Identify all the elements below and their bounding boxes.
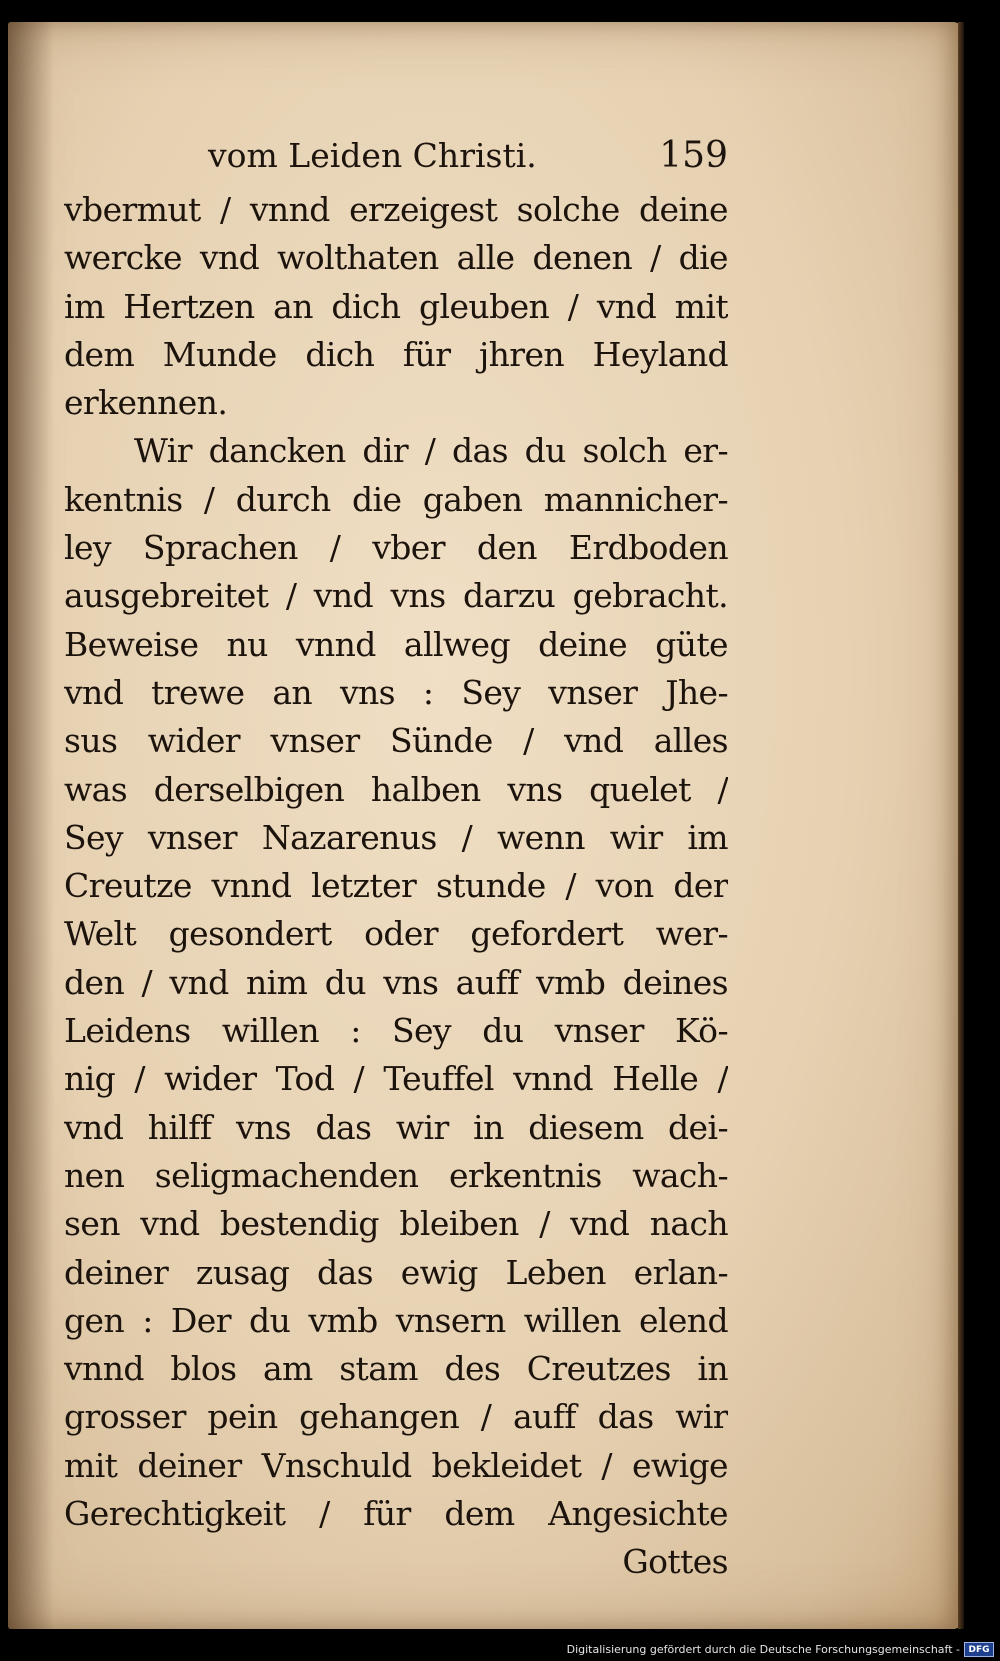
gutter-shadow [8,22,54,1629]
catchword: Gottes [622,1542,728,1582]
text-line: vnd trewe an vns : Sey vnser Jhe- [64,672,728,712]
dfg-logo: DFG [964,1642,994,1657]
digitization-credit: Digitalisierung gefördert durch die Deutsche Forschungsgemeinschaft - [566,1643,960,1656]
text-line: deiner zusag das ewig Leben erlan- [64,1252,728,1292]
text-line: ausgebreitet / vnd vns darzu gebracht. [64,576,728,616]
text-line: nen seligmachenden erkentnis wach- [64,1155,728,1195]
text-line: sen vnd bestendig bleiben / vnd nach [64,1204,728,1244]
text-line: Sey vnser Nazarenus / wenn wir im [64,817,728,857]
page-number: 159 [659,135,728,176]
text-line: dem Munde dich für jhren Heyland [64,334,728,374]
text-line: vnnd blos am stam des Creutzes in [64,1349,728,1389]
text-line: den / vnd nim du vns auff vmb deines [64,962,728,1002]
text-line: Wir dancken dir / das du solch er- [134,431,728,471]
footer-bar [0,1640,1000,1661]
text-line: wercke vnd wolthaten alle denen / die [64,238,728,278]
text-line: vnd hilff vns das wir in diesem dei- [64,1107,728,1147]
text-line: kentnis / durch die gaben mannicher- [64,479,728,519]
text-line: Beweise nu vnnd allweg deine güte [64,624,728,664]
body-text [64,186,728,1587]
text-line: Welt gesondert oder gefordert wer- [64,914,728,954]
text-line: sus wider vnser Sünde / vnd alles [64,721,728,761]
page-edge [958,22,964,1629]
text-line: Creutze vnnd letzter stunde / von der [64,866,728,906]
text-line: erkennen. [64,383,228,423]
text-line: nig / wider Tod / Teuffel vnnd Helle / [64,1059,728,1099]
text-line: gen : Der du vmb vnsern willen elend [64,1300,728,1340]
text-line: vbermut / vnnd erzeigest solche deine [64,190,728,229]
text-line: was derselbigen halben vns quelet / [64,769,728,809]
text-line: mit deiner Vnschuld bekleidet / ewige [64,1445,728,1485]
text-line: Gerechtigkeit / für dem Angesichte [64,1494,728,1534]
page-header [208,128,728,184]
text-line: im Hertzen an dich gleuben / vnd mit [64,286,728,326]
book-page [8,22,963,1629]
text-line: Leidens willen : Sey du vnser Kö- [64,1011,728,1051]
text-line: grosser pein gehangen / auff das wir [64,1397,728,1437]
running-title: vom Leiden Christi. [208,136,537,175]
text-line: ley Sprachen / vber den Erdboden [64,528,728,568]
